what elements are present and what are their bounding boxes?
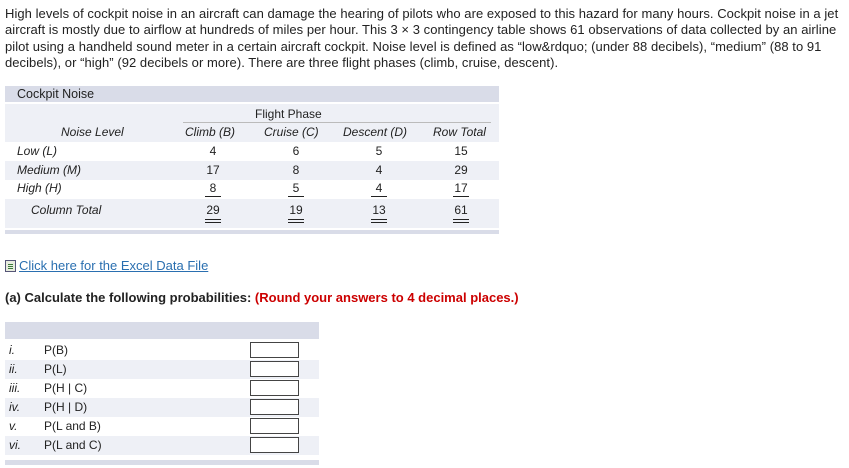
noise-level-header: Noise Level: [61, 125, 124, 139]
answer-row: [5, 360, 319, 379]
answer-input-p-l[interactable]: [250, 361, 299, 377]
sum-rule: [288, 196, 304, 197]
question-number: iii.: [9, 381, 21, 395]
total-double-rule: [205, 219, 221, 223]
sum-rule: [371, 196, 387, 197]
answer-row: [5, 341, 319, 360]
cell-high-total: 17: [454, 181, 468, 195]
contingency-table: [5, 86, 499, 234]
question-number: ii.: [9, 362, 18, 376]
part-a-prompt: [5, 290, 519, 305]
question-label: P(H | D): [44, 400, 88, 414]
flight-phase-header: Flight Phase: [255, 107, 322, 121]
cell-total-descent: 13: [372, 203, 386, 217]
excel-file-icon: [5, 260, 16, 272]
cell-low-total: 15: [454, 144, 468, 158]
cell-total-cruise: 19: [289, 203, 303, 217]
cell-medium-cruise: 8: [292, 163, 300, 177]
col-header-cruise: Cruise (C): [264, 125, 319, 139]
cell-high-descent: 4: [375, 181, 383, 195]
row-label-high: High (H): [17, 181, 62, 195]
rounding-note: (Round your answers to 4 decimal places.): [254, 290, 519, 305]
question-number: v.: [9, 419, 18, 433]
table-footer-bar: [5, 230, 499, 234]
answer-row: [5, 398, 319, 417]
row-label-column-total: Column Total: [31, 203, 102, 217]
question-label: P(H | C): [44, 381, 88, 395]
question-label: P(L and B): [44, 419, 101, 433]
problem-statement: High levels of cockpit noise in an aircraft can damage the hearing of pilots who are exposed to this hazard for many hours. Cockpit noise in a jet aircraft is mostly due to airflow at hundreds of miles per hour. This 3 × 3 contingency table shows 61 observations of data collected by an airline pilot using a handheld sound meter in a certain aircraft cockpit. Noise level is defined as “low&rdquo; (under 88 decibels), “medium” (88 to 91 decibels), or “high” (92 decibels or more). There are three flight phases (climb, cruise, descent).: [5, 6, 839, 70]
group-header-rule: [183, 122, 491, 123]
cell-total-climb: 29: [206, 203, 220, 217]
answer-input-p-l-and-c[interactable]: [250, 437, 299, 453]
answer-input-p-l-and-b[interactable]: [250, 418, 299, 434]
excel-data-file-link[interactable]: [5, 258, 208, 273]
cell-low-climb: 4: [209, 144, 217, 158]
question-label: P(B): [44, 343, 68, 357]
table-row-medium-band: [5, 142, 499, 161]
cell-medium-descent: 4: [375, 163, 383, 177]
answer-table-header: [5, 322, 319, 339]
excel-link-label: Click here for the Excel Data File: [19, 258, 209, 273]
question-label: P(L): [44, 362, 67, 376]
question-number: i.: [9, 343, 15, 357]
col-header-descent: Descent (D): [343, 125, 408, 139]
answer-input-p-b[interactable]: [250, 342, 299, 358]
total-double-rule: [453, 219, 469, 223]
cell-total-grand: 61: [454, 203, 468, 217]
answer-row: [5, 417, 319, 436]
answer-table: [5, 322, 319, 468]
col-header-row-total: Row Total: [433, 125, 486, 139]
cell-high-climb: 8: [209, 181, 217, 195]
question-number: iv.: [9, 400, 21, 414]
table-caption-bar: [5, 86, 499, 102]
table-row-total-gap: [5, 180, 499, 199]
answer-input-p-h-given-c[interactable]: [250, 380, 299, 396]
sum-rule: [453, 196, 469, 197]
question-label: P(L and C): [44, 438, 102, 452]
cell-low-cruise: 6: [292, 144, 300, 158]
answer-row: [5, 379, 319, 398]
answer-input-p-h-given-d[interactable]: [250, 399, 299, 415]
answer-table-footer: [5, 460, 319, 465]
cell-high-cruise: 5: [292, 181, 300, 195]
row-label-medium: Medium (M): [17, 163, 82, 177]
part-a-text: (a) Calculate the following probabilities:: [5, 290, 255, 305]
question-number: vi.: [9, 438, 21, 452]
col-header-climb: Climb (B): [185, 125, 235, 139]
cell-medium-climb: 17: [206, 163, 220, 177]
cell-medium-total: 29: [454, 163, 468, 177]
table-caption: Cockpit Noise: [17, 87, 95, 101]
row-label-low: Low (L): [17, 144, 58, 158]
sum-rule: [205, 196, 221, 197]
answer-row: [5, 436, 319, 455]
total-double-rule: [371, 219, 387, 223]
total-double-rule: [288, 219, 304, 223]
cell-low-descent: 5: [375, 144, 383, 158]
